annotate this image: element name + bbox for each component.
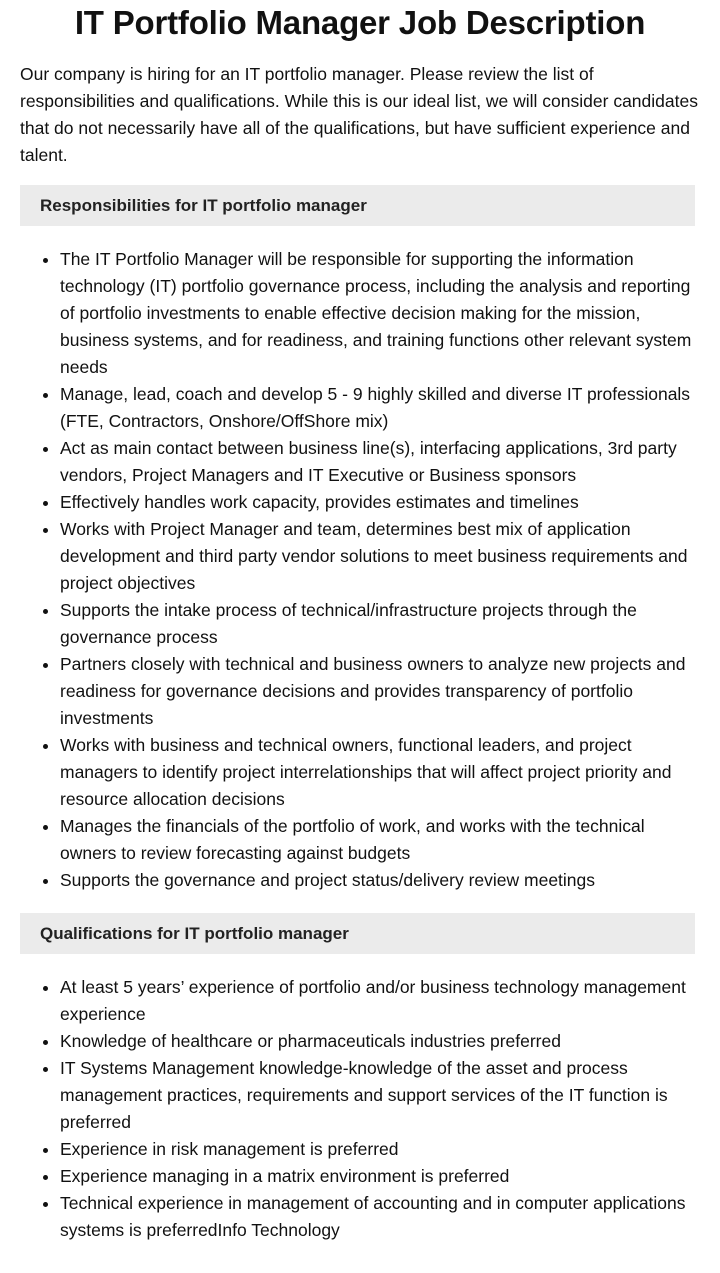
intro-paragraph: Our company is hiring for an IT portfolio manager. Please review the list of responsibilities and qualifications. While this is our ideal list, we will consider candidates that do not necessarily have all of the qualifications, but have sufficient experience and talent. <box>20 64 698 165</box>
responsibilities-heading: Responsibilities for IT portfolio manager <box>20 185 695 226</box>
list-item: • IT Systems Management knowledge-knowledge of the asset and process management practices, requirements and support services of the IT function is preferred <box>60 1055 695 1136</box>
list-item: • The IT Portfolio Manager will be responsible for supporting the information technology (IT) portfolio governance process, including the analysis and reporting of portfolio investments to enable effective decision making for the mission, business systems, and for readiness, and training functions other relevant system needs <box>60 246 695 381</box>
list-item: • Supports the intake process of technical/infrastructure projects through the governance process <box>60 597 695 651</box>
list-item: • Partners closely with technical and business owners to analyze new projects and readiness for governance decisions and provides transparency of portfolio investments <box>60 651 695 732</box>
list-item: • Manage, lead, coach and develop 5 - 9 highly skilled and diverse IT professionals (FTE, Contractors, Onshore/OffShore mix) <box>60 381 695 435</box>
qualifications-list <box>20 974 695 1244</box>
list-item: • Experience in risk management is preferred <box>60 1136 695 1163</box>
list-item: • Experience managing in a matrix environment is preferred <box>60 1163 695 1190</box>
list-item: • Effectively handles work capacity, provides estimates and timelines <box>60 489 695 516</box>
list-item: • At least 5 years’ experience of portfolio and/or business technology management experience <box>60 974 695 1028</box>
list-item: • Act as main contact between business line(s), interfacing applications, 3rd party vendors, Project Managers and IT Executive or Business sponsors <box>60 435 695 489</box>
list-item: • Technical experience in management of accounting and in computer applications systems is preferredInfo Technology <box>60 1190 695 1244</box>
page-title: IT Portfolio Manager Job Description <box>74 4 646 41</box>
list-item: • Manages the financials of the portfolio of work, and works with the technical owners to review forecasting against budgets <box>60 813 695 867</box>
list-item: • Knowledge of healthcare or pharmaceuticals industries preferred <box>60 1028 695 1055</box>
list-item: • Supports the governance and project status/delivery review meetings <box>60 867 695 894</box>
responsibilities-list <box>20 246 695 894</box>
list-item: • Works with Project Manager and team, determines best mix of application development and third party vendor solutions to meet business requirements and project objectives <box>60 516 695 597</box>
list-item: • Works with business and technical owners, functional leaders, and project managers to identify project interrelationships that will affect project priority and resource allocation decisions <box>60 732 695 813</box>
qualifications-heading: Qualifications for IT portfolio manager <box>20 913 695 954</box>
